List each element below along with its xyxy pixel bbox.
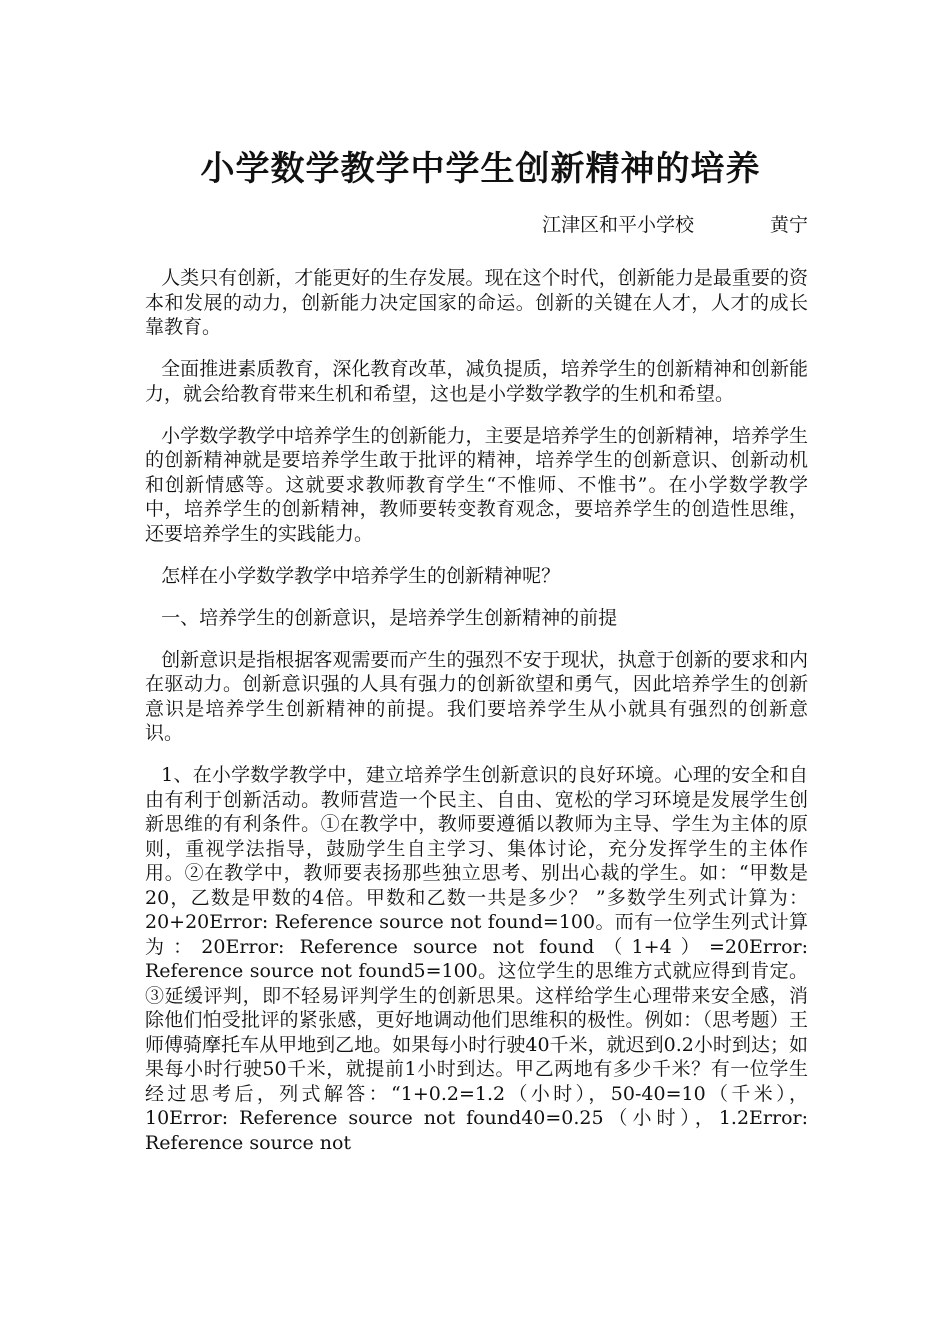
school-name: 江津区和平小学校	[541, 214, 694, 236]
document-page	[145, 140, 808, 1155]
section-heading: 一、培养学生的创新意识，是培养学生创新精神的前提	[161, 606, 618, 629]
paragraph: 人类只有创新，才能更好的生存发展。现在这个时代，创新能力是最重要的资本和发展的动力，创新能力决定国家的命运。创新的关键在人才，人才的成长靠教育。	[145, 267, 808, 338]
paragraph: 1、在小学数学教学中，建立培养学生创新意识的良好环境。心理的安全和自由有利于创新活动。教师营造一个民主、自由、宽松的学习环境是发展学生创新思维的有利条件。①在教学中，教师要遵循以教师为主导、学生为主体的原则，重视学法指导，鼓励学生自主学习、集体讨论，充分发挥学生的主体作用。②在教学中，教师要表扬那些独立思考、别出心裁的学生。如：“甲数是20，乙数是甲数的4倍。甲数和乙数一共是多少？ ”多数学生列式计算为：20+20Error: Reference source not found=100。而有一位学生列式计算为：20Error: Reference source not found（1+4）=20Error: Reference source not found5=100。这位学生的思维方式就应得到肯定。③延缓评判，即不轻易评判学生的创新思果。这样给学生心理带来安全感，消除他们怕受批评的紧张感，更好地调动他们思维积的极性。例如：（思考题）王师傅骑摩托车从甲地到乙地。如果每小时行驶40千米，就迟到0.2小时到达；如果每小时行驶50千米，就提前1小时到达。甲乙两地有多少千米？有一位学生经过思考后，列式解答：“1+0.2=1.2（小时），50-40=10（千米），10Error: Reference source not found40=0.25（小时），1.2Error: Reference source not	[145, 764, 808, 1154]
document-title: 小学数学教学中学生创新精神的培养	[200, 149, 761, 189]
paragraph: 小学数学教学中培养学生的创新能力，主要是培养学生的创新精神，培养学生的创新精神就是要培养学生敢于批评的精神，培养学生的创新意识、创新动机和创新情感等。这就要求教师教育学生“不惟师、不惟书”。在小学数学教学中，培养学生的创新精神，教师要转变教育观念，要培养学生的创造性思维，还要培养学生的实践能力。	[145, 424, 808, 545]
document-body	[145, 266, 808, 1155]
paragraph: 全面推进素质教育，深化教育改革，减负提质，培养学生的创新精神和创新能力，就会给教育带来生机和希望，这也是小学数学教学的生机和希望。	[145, 358, 808, 405]
byline	[145, 212, 808, 238]
paragraph: 创新意识是指根据客观需要而产生的强烈不安于现状，执意于创新的要求和内在驱动力。创新意识强的人具有强力的创新欲望和勇气，因此培养学生的创新意识是培养学生创新精神的前提。我们要培养学生从小就具有强烈的创新意识。	[145, 648, 808, 744]
question-line: 怎样在小学数学教学中培养学生的创新精神呢？	[161, 564, 561, 587]
author-name: 黄宁	[769, 214, 808, 236]
